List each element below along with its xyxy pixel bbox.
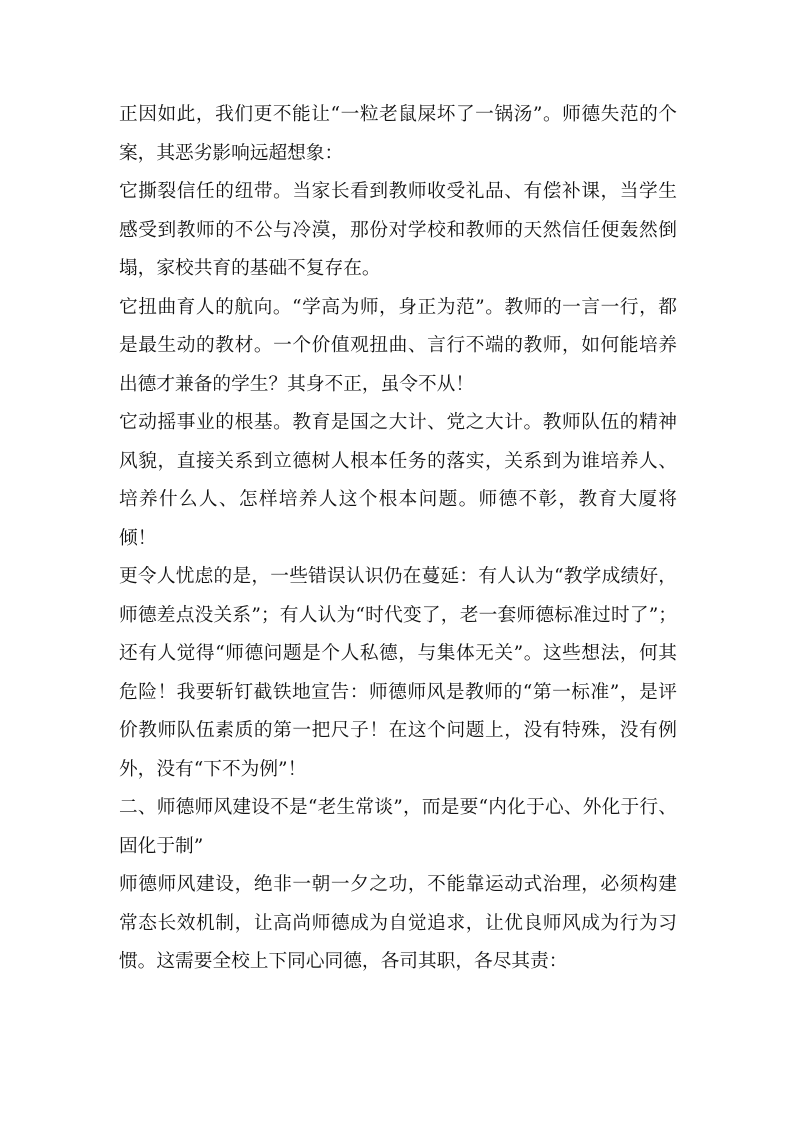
paragraph-direction: 它扭曲育人的航向。“学高为师，身正为范”。教师的一言一行，都是最生动的教材。一个价值观扭曲、言行不端的教师，如何能培养出德才兼备的学生？其身不正，虽令不从！ xyxy=(119,296,677,395)
paragraph-foundation: 它动摇事业的根基。教育是国之大计、党之大计。教师队伍的精神风貌，直接关系到立德树人根本任务的落实，关系到为谁培养人、培养什么人、怎样培养人这个根本问题。师德不彰，教育大厦将倾！ xyxy=(119,412,677,549)
paragraph-misconceptions: 更令人忧虑的是，一些错误认识仍在蔓延：有人认为“教学成绩好，师德差点没关系”；有人认为“时代变了，老一套师德标准过时了”；还有人觉得“师德问题是个人私德，与集体无关”。这些想法，何其危险！我要斩钉截铁地宣告：师德师风是教师的“第一标准”，是评价教师队伍素质的第一把尺子！在这个问题上，没有特殊，没有例外，没有“下不为例”！ xyxy=(119,566,677,780)
paragraph-intro: 正因如此，我们更不能让“一粒老鼠屎坏了一锅汤”。师德失范的个案，其恶劣影响远超想象： xyxy=(119,104,677,164)
paragraph-mechanism: 师德师风建设，绝非一朝一夕之功，不能靠运动式治理，必须构建常态长效机制，让高尚师德成为自觉追求，让优良师风成为行为习惯。这需要全校上下同心同德，各司其职，各尽其责： xyxy=(119,874,677,972)
document-body xyxy=(119,96,677,982)
section-heading-2: 二、师德师风建设不是“老生常谈”，而是要“内化于心、外化于行、固化于制” xyxy=(119,797,677,857)
paragraph-trust: 它撕裂信任的纽带。当家长看到教师收受礼品、有偿补课，当学生感受到教师的不公与冷漠，那份对学校和教师的天然信任便轰然倒塌，家校共育的基础不复存在。 xyxy=(119,181,677,279)
